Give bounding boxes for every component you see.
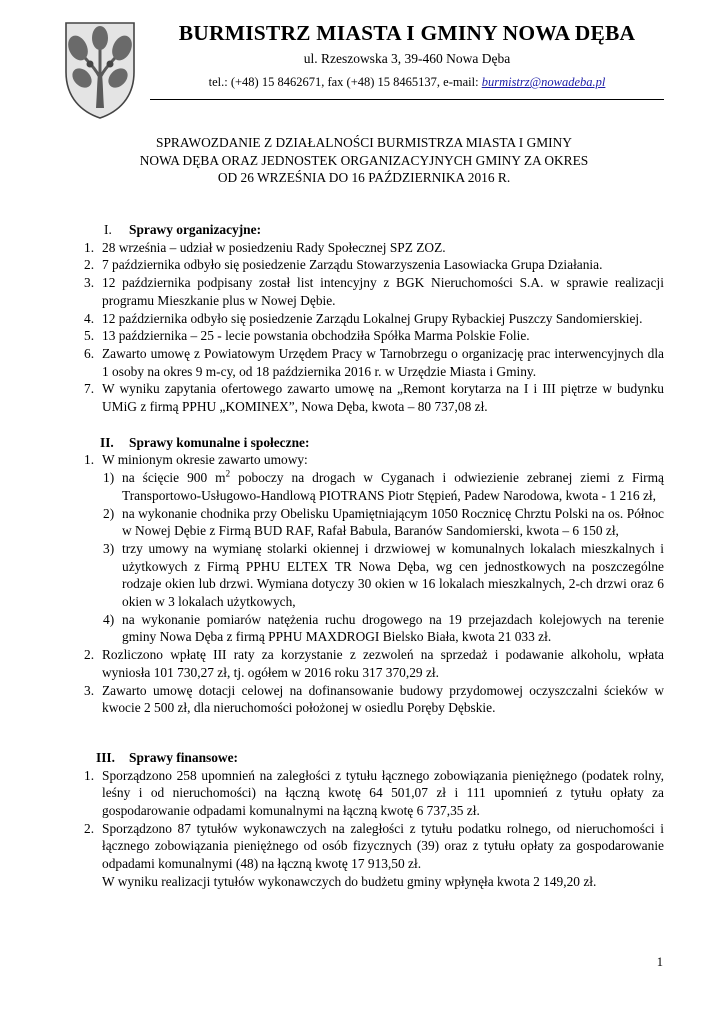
list-item (84, 767, 664, 820)
list-item (84, 451, 664, 469)
item-number: 5. (84, 328, 95, 344)
report-title-line: SPRAWOZDANIE Z DZIAŁALNOŚCI BURMISTRZA MIASTA I GMINY (156, 135, 572, 150)
section-heading (84, 749, 664, 767)
superscript: 2 (225, 468, 231, 479)
letterhead-address: ul. Rzeszowska 3, 39-460 Nowa Dęba (303, 51, 511, 66)
sub-list-item (84, 540, 664, 611)
page-number: 1 (656, 955, 663, 969)
section-title: Sprawy organizacyjne: (129, 222, 262, 237)
sub-item-number: 3) (103, 540, 115, 556)
report-title (84, 134, 644, 187)
list-item (84, 820, 664, 873)
item-text: W wyniku zapytania ofertowego zawarto umowę na „Remont korytarza na I i III piętrze w budynku UMiG z firmą PPHU „KOMINEX”, Nowa Dęba, kwota – 80 737,08 zł. (102, 381, 664, 415)
list-item (84, 310, 664, 328)
sub-item-text: na wykonanie chodnika przy Obelisku Upamiętniającym 1050 Rocznicę Chrztu Polski na os. Północ w Nowej Dębie z Firmą BUD RAF, Rafał Babula, Baranów Sandomierski, kwota – 6 150 zł, (122, 505, 664, 539)
sub-list-item (84, 611, 664, 646)
item-number: 3. (84, 682, 95, 698)
list-item (84, 239, 664, 257)
report-title-line: OD 26 WRZEŚNIA DO 16 PAŹDZIERNIKA 2016 R. (217, 170, 511, 185)
section-numeral: III. (96, 749, 115, 765)
sub-item-number: 1) (103, 470, 115, 486)
item-text: Sporządzono 87 tytułów wykonawczych na zaległości z tytułu podatku rolnego, od nieruchomości i łącznego zobowiązania pieniężnego od osób fizycznych (39) oraz z tytułu opłaty za gospodarowanie odpadami komunalnymi (48) na łączną kwotę 17 913,50 zł. (102, 820, 664, 872)
item-number: 1. (84, 239, 95, 255)
item-text: W minionym okresie zawarto umowy: (102, 452, 308, 468)
item-text: 13 października – 25 - lecie powstania obchodziła Spółka Marma Polskie Folie. (102, 328, 530, 344)
paragraph: W wyniku realizacji tytułów wykonawczych do budżetu gminy wpłynęła kwota 2 149,20 zł. (102, 873, 597, 889)
sub-list-item (84, 505, 664, 540)
list-item (84, 646, 664, 681)
sub-item-number: 4) (103, 611, 115, 627)
sub-list-item (84, 469, 664, 504)
item-number: 3. (84, 275, 95, 291)
item-number: 6. (84, 345, 95, 361)
item-number: 1. (84, 767, 95, 783)
item-number: 2. (84, 820, 95, 836)
item-number: 2. (84, 647, 95, 663)
list-item (84, 327, 664, 345)
item-text: Zawarto umowę z Powiatowym Urzędem Pracy w Tarnobrzegu o organizację prac interwencyjnych dla 1 osoby na okres 9 m-cy, od 18 października 2016 r. w Urzędzie Miasta i Gminy. (102, 345, 664, 379)
item-number: 2. (84, 257, 95, 273)
sub-item-text: trzy umowy na wymianę stolarki okiennej i drzwiowej w komunalnych lokalach mieszkalnych i użytkowych z Firmą PPHU ELTEX TR Nowa Dęba, wg cen jednostkowych na poszczególne rodzaje okien lub drzwi. Wymiana dotyczy 30 okien w 16 lokalach mieszkalnych, 2-ch drzwi oraz 6 okien w 3 lokalach użytkowych, (122, 540, 664, 610)
sub-item-text: na wykonanie pomiarów natężenia ruchu drogowego na 19 przejazdach kolejowych na terenie gminy Nowa Dęba z firmą PPHU MAXDROGI Bielsko Biała, kwota 21 033 zł. (122, 611, 664, 645)
item-number: 1. (84, 452, 95, 468)
list-item (84, 380, 664, 415)
letterhead-contact (150, 72, 664, 92)
section-title: Sprawy finansowe: (129, 749, 238, 765)
item-text: Zawarto umowę dotacji celowej na dofinansowanie budowy przydomowej oczyszczalni ścieków w kwocie 2 500 zł, dla nieruchomości położonej w osiedlu Poręby Dębskie. (102, 682, 664, 716)
list-item (84, 345, 664, 380)
item-text: 12 października odbyło się posiedzenie Zarządu Lokalnej Grupy Rybackiej Puszczy Sandomierskiej. (102, 310, 643, 326)
item-number: 7. (84, 381, 95, 397)
section-heading (84, 434, 664, 452)
letterhead (150, 18, 664, 92)
item-text: 12 października podpisany został list intencyjny z BGK Nieruchomości S.A. w sprawie realizacji programu Mieszkanie plus w Nowej Dębie. (102, 275, 664, 308)
section-numeral: I. (104, 222, 112, 237)
section-numeral: II. (100, 434, 114, 450)
sub-item-text: poboczy na drogach w Cyganach i odwiezienie zebranej ziemi z Firmą Transportowo-Usługowo-Handlową PIOTRANS Piotr Stępień, Padew Narodowa, kwota - 1 216 zł, (122, 470, 664, 503)
contact-phone-fax: tel.: (+48) 15 8462671, fax (+48) 15 8465137, e-mail: (208, 75, 482, 89)
list-item (84, 274, 664, 309)
letterhead-divider (150, 99, 664, 100)
item-text: 7 października odbyło się posiedzenie Zarządu Stowarzyszenia Lasowiacka Grupa Działania. (102, 257, 603, 273)
letterhead-title: BURMISTRZ MIASTA I GMINY NOWA DĘBA (178, 21, 636, 45)
report-title-line: NOWA DĘBA ORAZ JEDNOSTEK ORGANIZACYJNYCH GMINY ZA OKRES (139, 152, 589, 168)
item-number: 4. (84, 310, 95, 326)
report-body (84, 221, 664, 891)
item-text: 28 września – udział w posiedzeniu Rady Społecznej SPZ ZOZ. (102, 239, 446, 255)
sub-item-number: 2) (103, 505, 115, 521)
sub-item-text: na ścięcie 900 m (122, 470, 226, 486)
list-item (84, 256, 664, 274)
coat-of-arms-icon (62, 20, 138, 120)
item-text: Rozliczono wpłatę III raty za korzystanie z zezwoleń na sprzedaż i podawanie alkoholu, wpłata wyniosła 101 730,27 zł, tj. ogółem w 2016 roku 317 370,29 zł. (102, 647, 664, 680)
email-link[interactable]: burmistrz@nowadeba.pl (481, 75, 606, 89)
item-text: Sporządzono 258 upomnień na zaległości z tytułu łącznego zobowiązania pieniężnego (podatek rolny, leśny i od nieruchomości) na łączną kwotę 64 501,07 zł i 111 upomnień z tytułu opłaty za gospodarowanie odpadami komunalnymi na łączną kwotę 6 737,35 zł. (102, 767, 664, 819)
section-title: Sprawy komunalne i społeczne: (129, 434, 310, 450)
section-heading (84, 221, 664, 239)
list-item (84, 682, 664, 717)
